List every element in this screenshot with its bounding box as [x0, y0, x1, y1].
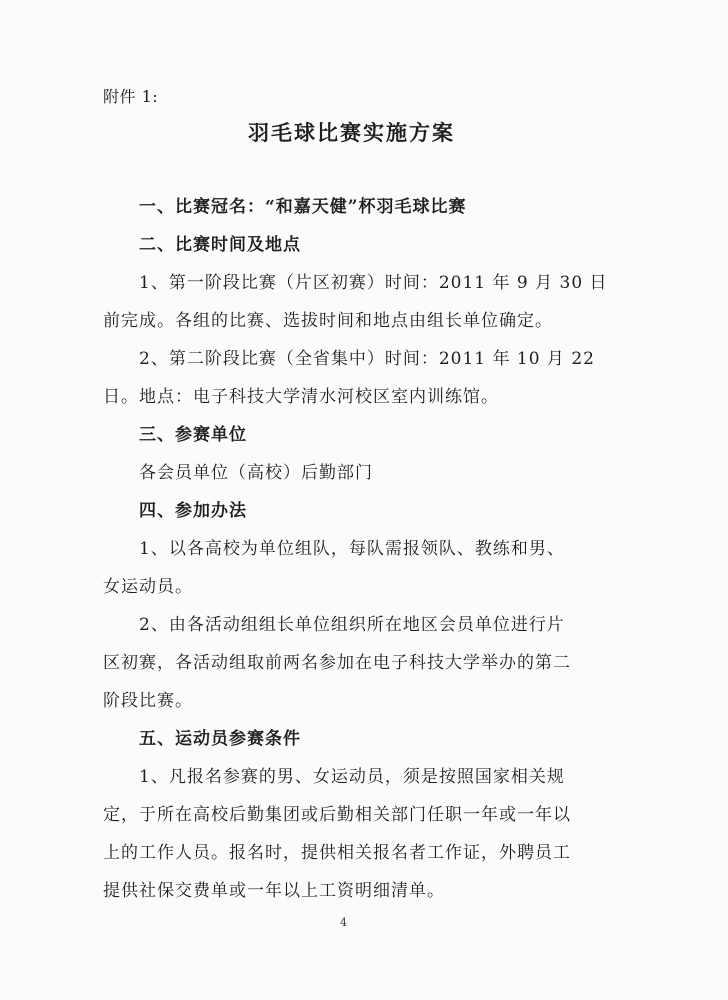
- paragraph-line: 1、第一阶段比赛（片区初赛）时间：2011 年 9 月 30 日: [139, 273, 608, 293]
- section-heading-naming: 一、比赛冠名：“和嘉天健”杯羽毛球比赛: [139, 197, 467, 217]
- paragraph-line: 2、由各活动组组长单位组织所在地区会员单位进行片: [139, 615, 565, 635]
- paragraph-line: 定，于所在高校后勤集团或后勤相关部门任职一年或一年以: [103, 805, 571, 825]
- section-heading-time-location: 二、比赛时间及地点: [139, 235, 301, 255]
- section-heading-method: 四、参加办法: [139, 501, 247, 521]
- paragraph-line: 日。地点：电子科技大学清水河校区室内训练馆。: [103, 387, 499, 407]
- section-heading-participants: 三、参赛单位: [139, 425, 247, 445]
- section-heading-eligibility: 五、运动员参赛条件: [139, 729, 301, 749]
- paragraph-line: 阶段比赛。: [103, 691, 193, 711]
- paragraph-line: 1、以各高校为单位组队，每队需报领队、教练和男、: [139, 539, 565, 559]
- page-number: 4: [340, 916, 347, 929]
- paragraph-line: 女运动员。: [103, 577, 193, 597]
- attachment-label: 附件 1:: [103, 87, 159, 106]
- paragraph-line: 2、第二阶段比赛（全省集中）时间：2011 年 10 月 22: [139, 349, 595, 369]
- paragraph-line: 区初赛，各活动组取前两名参加在电子科技大学举办的第二: [103, 653, 571, 673]
- paragraph-line: 各会员单位（高校）后勤部门: [139, 463, 373, 483]
- paragraph-line: 提供社保交费单或一年以上工资明细清单。: [103, 881, 445, 901]
- document-title: 羽毛球比赛实施方案: [248, 120, 455, 145]
- paragraph-line: 1、凡报名参赛的男、女运动员，须是按照国家相关规: [139, 767, 565, 787]
- paragraph-line: 前完成。各组的比赛、选拔时间和地点由组长单位确定。: [103, 311, 553, 331]
- paragraph-line: 上的工作人员。报名时，提供相关报名者工作证，外聘员工: [103, 843, 571, 863]
